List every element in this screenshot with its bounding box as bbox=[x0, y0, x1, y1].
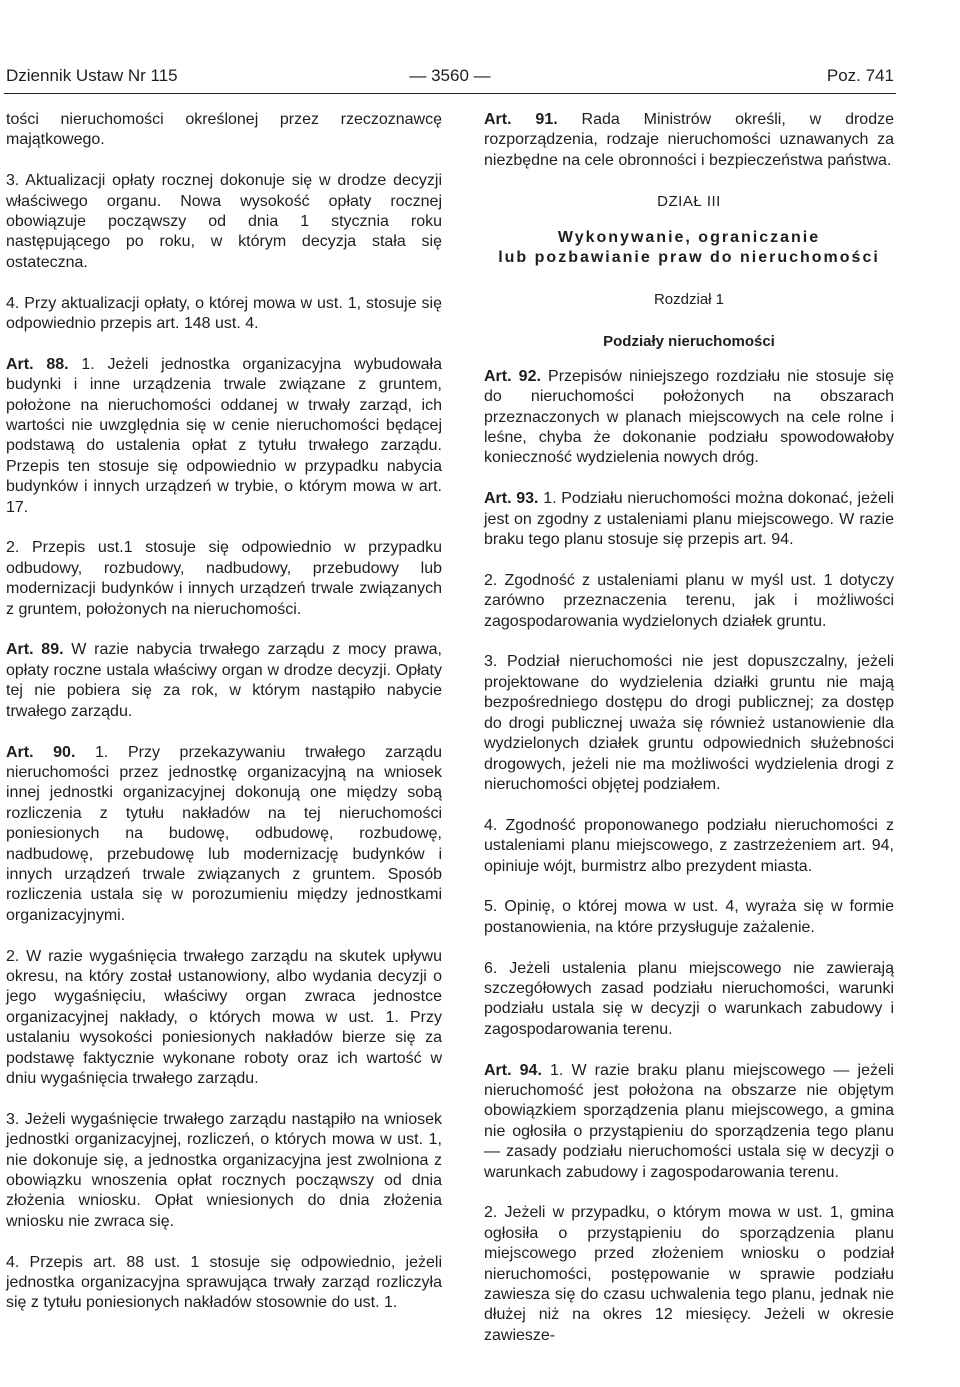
article-label: Art. 93. bbox=[484, 490, 539, 508]
paragraph: 2. W razie wygaśnięcia trwałego zarządu na skutek upływu okresu, na który został ustanowiony, albo wydania decyzji o jego wygaśnięciu, właściwy organ zwraca jednostce organizacyjnej nakłady, o których mowa w ust. 1. Przy ustalaniu wysokości poniesionych nakładów bierze się za podstawę faktycznie wykonane roboty oraz ich wartość w dniu wygaśnięcia trwałego zarządu. bbox=[6, 947, 442, 1087]
position-number: Poz. 741 bbox=[826, 66, 894, 85]
chapter-heading: Rozdział 1 bbox=[653, 291, 725, 309]
article-label: Art. 88. bbox=[6, 355, 69, 373]
division-title: Wykonywanie, ograniczanie lub pozbawianie praw do nieruchomości bbox=[498, 229, 880, 267]
paragraph: 6. Jeżeli ustalenia planu miejscowego nie zawierają szczegółowych zasad podziału nieruchomości, warunki podziału ustala się w decyzji o warunkach zabudowy i zagospodarowania terenu. bbox=[484, 959, 894, 1038]
paragraph: 2. Przepis ust.1 stosuje się odpowiednio w przypadku odbudowy, rozbudowy, nadbudowy, przebudowy lub modernizacji budynków i innych urządzeń trwale związanych z gruntem, położonych na nieruchomości. bbox=[6, 539, 442, 618]
article-90: Art. 90. 1. Przy przekazywaniu trwałego zarządu nieruchomości przez jednostkę organizacyjną na wniosek innej jednostki organizacyjnej dokonują one między sobą rozliczenia z tytułu nakładów na tej nieruchomości poniesionych na budowę, odbudowę, rozbudowę, nadbudowę, przebudowę lub modernizację budynków i innych urządzeń trwale związanych z gruntem. Sposób rozliczenia ustala się w porozumieniu między jednostkami organizacyjnymi. bbox=[6, 743, 442, 924]
right-column bbox=[484, 110, 894, 1367]
paragraph: 4. Przy aktualizacji opłaty, o której mowa w ust. 1, stosuje się odpowiednio przepis art. 148 ust. 4. bbox=[6, 294, 442, 333]
division-heading: DZIAŁ III bbox=[657, 192, 721, 210]
left-column bbox=[6, 110, 442, 1334]
page-number: — 3560 — bbox=[409, 66, 491, 85]
chapter-title: Podziały nieruchomości bbox=[603, 333, 775, 351]
paragraph: tości nieruchomości określonej przez rzeczoznawcę majątkowego. bbox=[6, 111, 442, 149]
article-label: Art. 92. bbox=[484, 367, 541, 385]
paragraph: 4. Zgodność proponowanego podziału nieruchomości z ustaleniami planu miejscowego, z zastrzeżeniem art. 94, opiniuje wójt, burmistrz albo prezydent miasta. bbox=[484, 816, 894, 875]
article-92: Art. 92. Przepisów niniejszego rozdziału nie stosuje się do nieruchomości położonych na obszarach przeznaczonych w planach miejscowych na cele rolne i leśne, chyba że dokonanie podziału spowodowałoby konieczność wydzielenia nowych dróg. bbox=[484, 367, 895, 467]
article-label: Art. 90. bbox=[6, 743, 76, 761]
article-label: Art. 94. bbox=[484, 1061, 542, 1079]
header-rule bbox=[4, 93, 896, 94]
article-89: Art. 89. W razie nabycia trwałego zarządu z mocy prawa, opłaty roczne ustala właściwy organ w drodze decyzji. Opłaty tej nie pobiera się za rok, w którym nastąpiło nabycie trwałego zarządu. bbox=[6, 641, 443, 720]
article-label: Art. 91. bbox=[484, 111, 558, 128]
paragraph: 5. Opinię, o której mowa w ust. 4, wyraża się w formie postanowienia, na które przysługuje zażalenie. bbox=[484, 898, 894, 936]
paragraph: 3. Jeżeli wygaśnięcie trwałego zarządu nastąpiło na wniosek jednostki organizacyjnej, rozliczeń, o których mowa w ust. 1, nie dokonuje się, a jednostka organizacyjna jest zwolniona z obowiązku wnoszenia opłat rocznych począwszy od dnia złożenia wniosku. Opłat wniesionych do dnia złożenia wniosku nie zwraca się. bbox=[6, 1110, 442, 1230]
page-header bbox=[6, 66, 894, 90]
journal-title: Dziennik Ustaw Nr 115 bbox=[6, 66, 178, 85]
paragraph: 3. Aktualizacji opłaty rocznej dokonuje się w drodze decyzji właściwego organu. Nowa wysokość opłaty rocznej obowiązuje począwszy od dnia 1 stycznia roku następującego po roku, w którym decyzja stała się ostateczna. bbox=[6, 172, 442, 271]
article-91: Art. 91. Rada Ministrów określi, w drodze rozporządzenia, rodzaje nieruchomości uznawanych za niezbędne na cele obronności i bezpieczeństwa państwa. bbox=[484, 111, 894, 169]
paragraph: 3. Podział nieruchomości nie jest dopuszczalny, jeżeli projektowane do wydzielenia działki gruntu nie mają bezpośredniego dostępu do drogi publicznej; za dostęp do drogi publicznej uważa się również ustanowienie dla wydzielonych działek gruntu odpowiednich służebności drogowych, jeżeli nie ma możliwości wydzielenia drogi z nieruchomości objętej podziałem. bbox=[484, 653, 894, 793]
paragraph: 2. Zgodność z ustaleniami planu w myśl ust. 1 dotyczy zarówno przeznaczenia terenu, jak i możliwości zagospodarowania wydzielonych działek gruntu. bbox=[484, 571, 894, 630]
article-label: Art. 89. bbox=[6, 641, 64, 659]
article-93: Art. 93. 1. Podziału nieruchomości można dokonać, jeżeli jest on zgodny z ustaleniami planu miejscowego. W razie braku tego planu stosuje się przepis art. 94. bbox=[484, 490, 894, 549]
article-94: Art. 94. 1. W razie braku planu miejscowego — jeżeli nieruchomość jest położona na obszarze nie objętym obowiązkiem sporządzenia planu miejscowego, a gmina nie ogłosiła o przystąpieniu do sporządzenia tego planu — zasady podziału nieruchomości ustala się w decyzji o warunkach zabudowy i zagospodarowania terenu. bbox=[484, 1061, 894, 1181]
paragraph: 4. Przepis art. 88 ust. 1 stosuje się odpowiednio, jeżeli jednostka organizacyjna sprawująca trwały zarząd rozliczyła się z tytułu poniesionych nakładów stosownie do ust. 1. bbox=[6, 1253, 442, 1312]
paragraph: 2. Jeżeli w przypadku, o którym mowa w ust. 1, gmina ogłosiła o przystąpieniu do sporządzenia planu miejscowego przed złożeniem wniosku o podział nieruchomości, postępowanie w sprawie podziału zawiesza się do czasu uchwalenia tego planu, jednak nie dłużej niż na okres 12 miesięcy. Jeżeli w okresie zawiesze- bbox=[484, 1204, 894, 1344]
article-88: Art. 88. 1. Jeżeli jednostka organizacyjna wybudowała budynki i inne urządzenia trwale związane z gruntem, położone na nieruchomości oddanej w trwały zarząd, ich wartości nie uwzględnia się w cenie nieruchomości będącej podstawą do ustalenia opłat z tytułu trwałego zarządu. Przepis ten stosuje się odpowiednio w przypadku nabycia budynków i innych urządzeń w trybie, o którym mowa w art. 17. bbox=[6, 355, 442, 516]
